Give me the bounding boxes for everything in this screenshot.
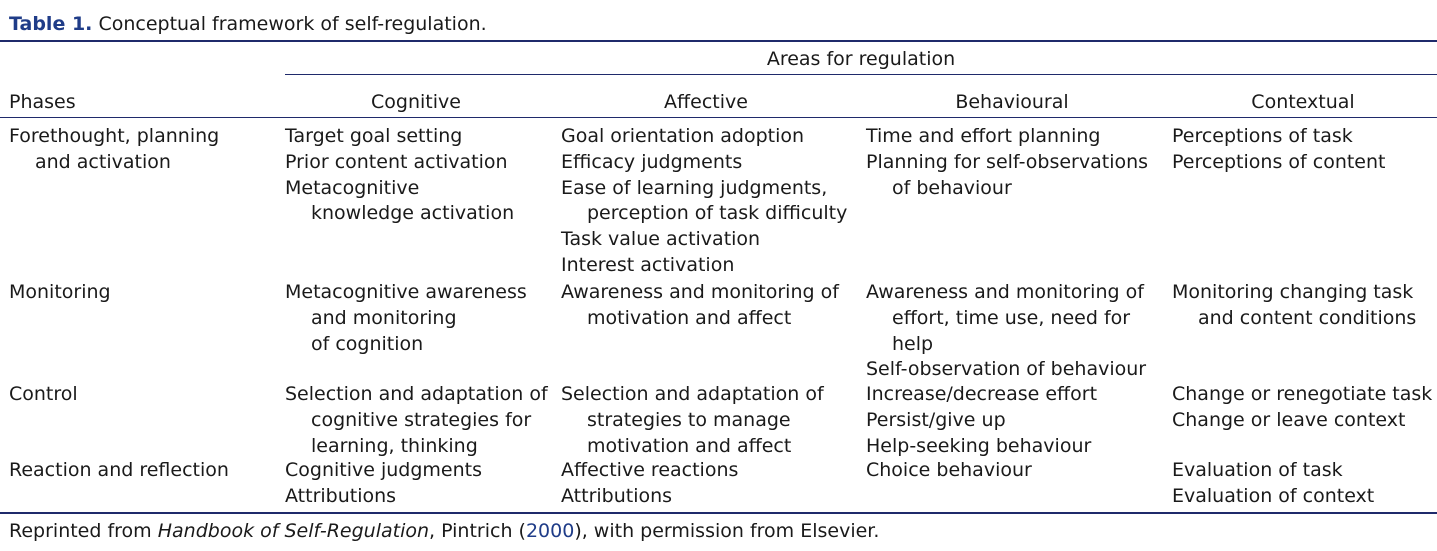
affective-cell (561, 458, 738, 510)
cell-line: Prior content activation (285, 150, 508, 173)
phase-cell (9, 458, 229, 484)
cell-line: Efficacy judgments (561, 150, 743, 173)
table-title: Conceptual framework of self-regulation. (98, 13, 487, 35)
spanner-rule (285, 74, 1437, 75)
cell-line: and monitoring (311, 306, 457, 329)
contextual-cell (1172, 124, 1386, 176)
cell-line: Metacognitive (285, 176, 420, 199)
cell-line: motivation and affect (587, 434, 792, 457)
cell-line: Ease of learning judgments, (561, 176, 828, 199)
cell-line: Selection and adaptation of (561, 383, 824, 405)
cell-line: Awareness and monitoring of (561, 281, 839, 303)
cell-line: Interest activation (561, 253, 735, 276)
header-rule (0, 117, 1437, 118)
cell-line: Reaction and reflection (9, 459, 229, 481)
behavioural-cell (866, 458, 1032, 484)
cell-line: Persist/give up (866, 408, 1006, 431)
cognitive-cell (285, 382, 548, 459)
footnote-prefix: Reprinted from (9, 520, 158, 542)
cell-line: strategies to manage (587, 408, 791, 431)
cell-line: Task value activation (561, 228, 761, 251)
contextual-cell (1172, 280, 1416, 332)
cell-line: Selection and adaptation of (285, 383, 548, 405)
phase-cell (9, 124, 219, 176)
affective-cell (561, 280, 839, 332)
contextual-cell (1172, 382, 1432, 434)
header-contextual: Contextual (1251, 91, 1355, 113)
affective-cell (561, 124, 847, 279)
cell-line: Change or leave context (1172, 408, 1406, 431)
top-rule (0, 40, 1437, 42)
table-caption (9, 11, 487, 37)
cell-line: Help-seeking behaviour (866, 434, 1092, 457)
cell-line: Goal orientation adoption (561, 125, 805, 147)
cell-line: Monitoring changing task (1172, 281, 1414, 303)
cell-line: Change or renegotiate task (1172, 383, 1433, 405)
cell-line: Forethought, planning (9, 125, 220, 147)
phase-cell (9, 382, 78, 408)
cell-line: and content conditions (1198, 306, 1417, 329)
cell-line: Perceptions of task (1172, 125, 1353, 147)
affective-cell (561, 382, 824, 459)
header-affective: Affective (664, 91, 748, 113)
cell-line: Choice behaviour (866, 459, 1032, 481)
cell-line: Time and effort planning (866, 125, 1101, 147)
cell-line: knowledge activation (311, 202, 515, 225)
behavioural-cell (866, 382, 1097, 459)
cell-line: learning, thinking (311, 434, 478, 457)
phase-cell (9, 280, 111, 306)
spanner-header: Areas for regulation (766, 48, 956, 70)
cell-line: perception of task difficulty (587, 202, 848, 225)
cell-line: Attributions (561, 484, 673, 507)
footnote-book-title: Handbook of Self-Regulation (157, 520, 430, 542)
header-behavioural: Behavioural (955, 91, 1069, 113)
cell-line: Monitoring (9, 281, 111, 303)
cell-line: and activation (35, 150, 171, 173)
cell-line: Control (9, 383, 78, 405)
footnote-suffix: ), with permission from Elsevier. (574, 520, 880, 542)
cell-line: Perceptions of content (1172, 150, 1386, 173)
cell-line: Metacognitive awareness (285, 281, 527, 303)
cell-line: Cognitive judgments (285, 459, 483, 481)
cell-line: of cognition (311, 332, 424, 355)
cell-line: help (892, 332, 934, 355)
table-footnote (9, 518, 879, 544)
behavioural-cell (866, 124, 1148, 201)
footnote-middle: , Pintrich ( (429, 520, 526, 542)
cell-line: Target goal setting (285, 125, 463, 147)
cognitive-cell (285, 280, 527, 357)
header-phases: Phases (9, 91, 76, 113)
bottom-rule (0, 512, 1437, 514)
cell-line: of behaviour (892, 176, 1012, 199)
contextual-cell (1172, 458, 1374, 510)
cell-line: cognitive strategies for (311, 408, 532, 431)
table-label: Table 1. (9, 13, 93, 35)
cell-line: Awareness and monitoring of (866, 281, 1144, 303)
behavioural-cell (866, 280, 1146, 383)
cell-line: Increase/decrease effort (866, 383, 1098, 405)
cell-line: Planning for self-observations (866, 150, 1149, 173)
citation-year-link[interactable]: 2000 (525, 520, 575, 542)
cell-line: effort, time use, need for (892, 306, 1131, 329)
cell-line: Evaluation of task (1172, 459, 1343, 481)
cognitive-cell (285, 124, 514, 227)
cell-line: Affective reactions (561, 459, 739, 481)
cognitive-cell (285, 458, 482, 510)
header-cognitive: Cognitive (371, 91, 461, 113)
cell-line: Attributions (285, 484, 397, 507)
cell-line: Self-observation of behaviour (866, 358, 1147, 381)
cell-line: Evaluation of context (1172, 484, 1375, 507)
cell-line: motivation and affect (587, 306, 792, 329)
